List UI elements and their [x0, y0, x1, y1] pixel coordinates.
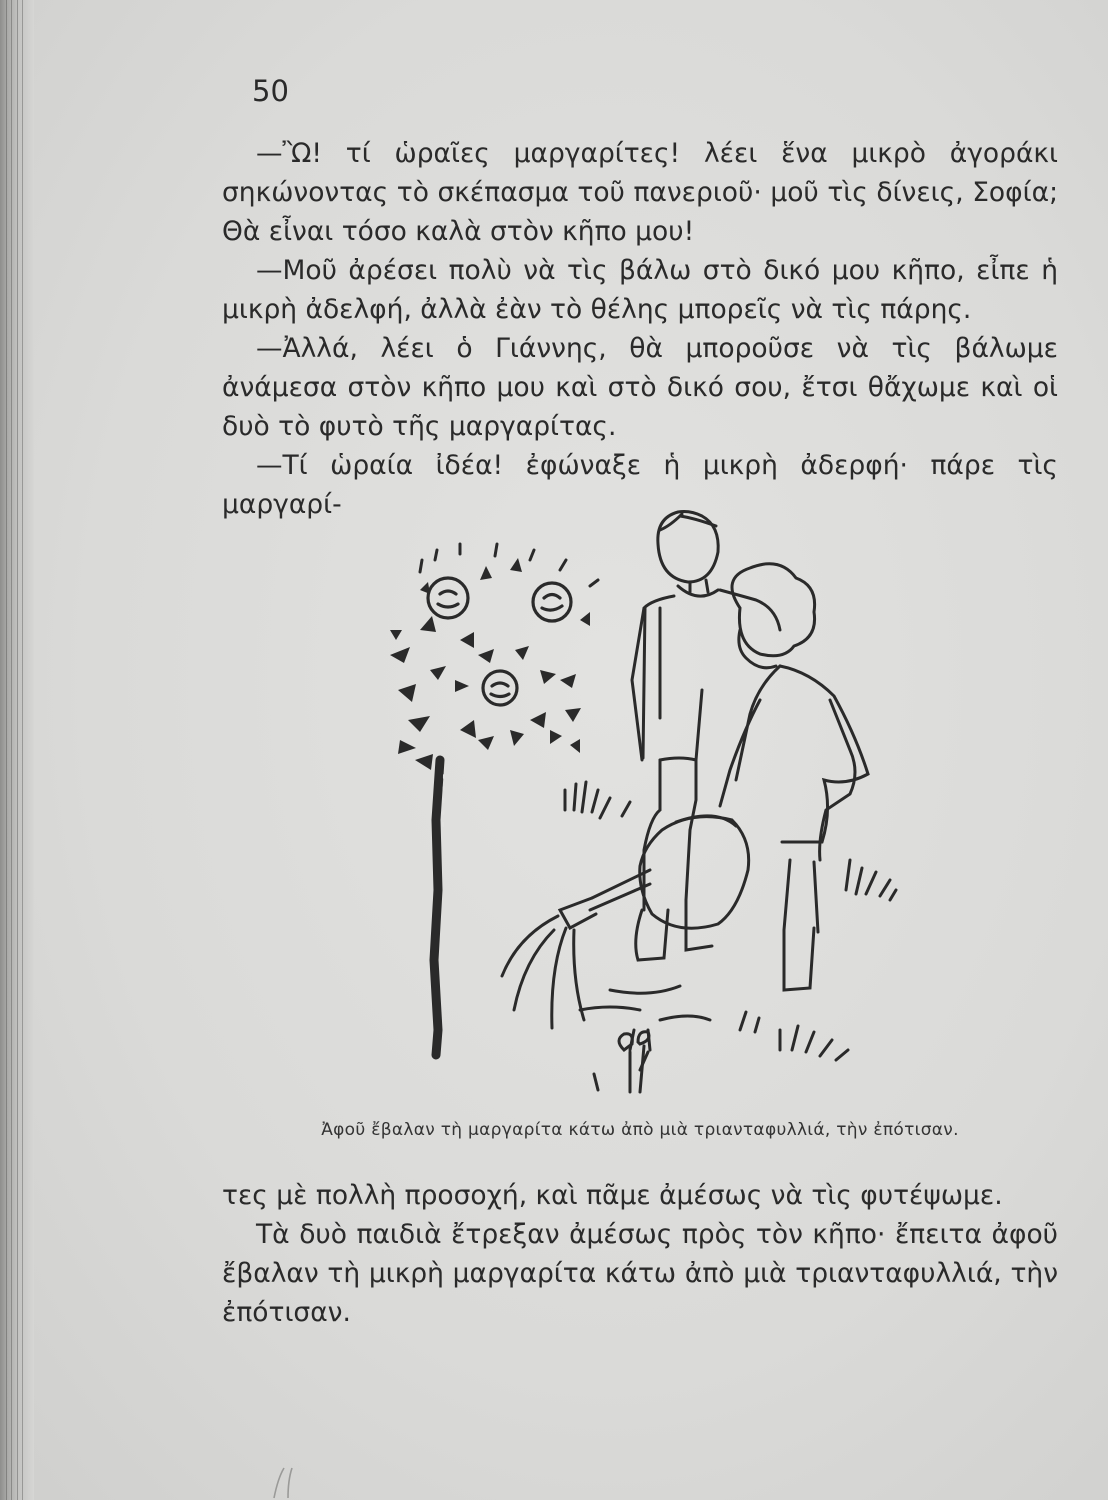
page-edge-line	[17, 0, 18, 1500]
paragraph: —Ἀλλά, λέει ὁ Γιάννης, θὰ μποροῦσε νὰ τὶς βάλωμε ἀνάμεσα στὸν κῆπο μου καὶ στὸ δικό σου, ἔτσι θἄχωμε καὶ οἱ δυὸ τὸ φυτὸ τῆς μαργαρίτας.	[222, 333, 1058, 442]
paragraph: τες μὲ πολλὴ προσοχή, καὶ πᾶμε ἀμέσως νὰ τὶς φυτέψωμε.	[222, 1180, 1003, 1211]
page-edge-line	[22, 0, 23, 1500]
page-edge-line	[6, 0, 7, 1500]
page-edge-line	[11, 0, 12, 1500]
pencil-mark	[268, 1462, 308, 1500]
paragraph: —Μοῦ ἀρέσει πολὺ νὰ τὶς βάλω στὸ δικό μου κῆπο, εἶπε ἡ μικρὴ ἀδελφή, ἀλλὰ ἐὰν τὸ θέλης μπορεῖς νὰ τὶς πάρης.	[222, 255, 1058, 325]
illustration-caption: Ἀφοῦ ἔβαλαν τὴ μαργαρίτα κάτω ἀπὸ μιὰ τριανταφυλλιά, τὴν ἐπότισαν.	[321, 1120, 959, 1140]
text-block-upper	[222, 134, 1058, 524]
paragraph: —Τί ὡραία ἰδέα! ἐφώναξε ἡ μικρὴ ἀδερφή· πάρε τὶς μαργαρί-	[222, 450, 1058, 520]
paragraph: Τὰ δυὸ παιδιὰ ἔτρεξαν ἀμέσως πρὸς τὸν κῆπο· ἔπειτα ἀφοῦ ἔβαλαν τὴ μικρὴ μαργαρίτα κάτω ἀπὸ μιὰ τριανταφυλλιά, τὴν ἐπότισαν.	[222, 1219, 1058, 1328]
page-number: 50	[252, 74, 289, 108]
text-block-lower	[222, 1176, 1058, 1332]
paragraph: —Ὢ! τί ὡραῖες μαργαρίτες! λέει ἕνα μικρὸ ἀγοράκι σηκώνοντας τὸ σκέπασμα τοῦ πανεριοῦ· μοῦ τὶς δίνεις, Σοφία; Θὰ εἶναι τόσο καλὰ στὸν κῆπο μου!	[222, 138, 1058, 247]
illustration-children-watering	[360, 490, 920, 1100]
